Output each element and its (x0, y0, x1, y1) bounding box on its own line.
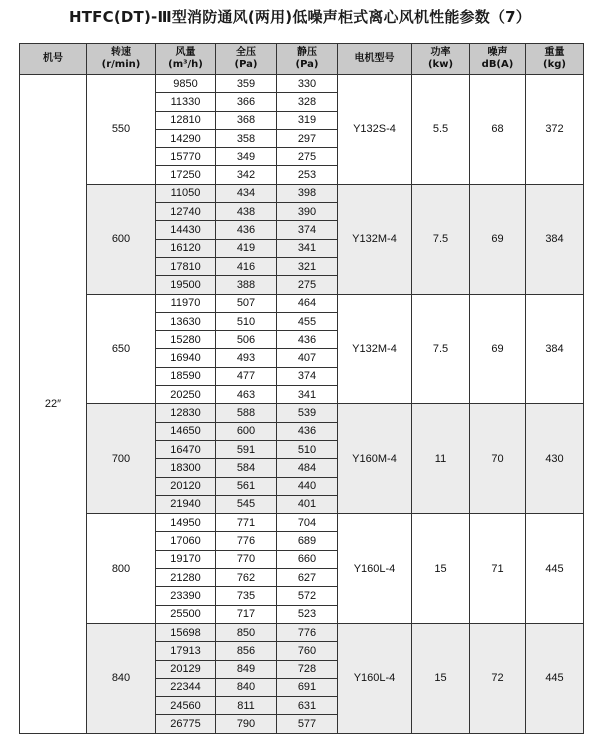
static-pressure-cell: 374 (277, 221, 338, 239)
header-weight-unit: (kg) (543, 59, 566, 70)
total-pressure-cell: 762 (216, 569, 277, 587)
air-volume-cell: 19500 (156, 276, 216, 294)
motor-model-cell: Y160L-4 (338, 623, 412, 733)
air-volume-cell: 14650 (156, 422, 216, 440)
total-pressure-cell: 438 (216, 203, 277, 221)
page-title: HTFC(DT)-Ⅲ型消防通风(两用)低噪声柜式离心风机性能参数（7） (69, 8, 531, 26)
header-model-no-label: 机号 (43, 53, 63, 64)
static-pressure-cell: 776 (277, 623, 338, 641)
total-pressure-cell: 493 (216, 349, 277, 367)
total-pressure-cell: 388 (216, 276, 277, 294)
total-pressure-cell: 600 (216, 422, 277, 440)
static-pressure-cell: 253 (277, 166, 338, 184)
total-pressure-cell: 359 (216, 75, 277, 93)
speed-cell: 650 (87, 294, 156, 404)
total-pressure-cell: 477 (216, 367, 277, 385)
static-pressure-cell: 440 (277, 477, 338, 495)
air-volume-cell: 9850 (156, 75, 216, 93)
total-pressure-cell: 790 (216, 715, 277, 733)
air-volume-cell: 11050 (156, 184, 216, 202)
static-pressure-cell: 321 (277, 257, 338, 275)
air-volume-cell: 23390 (156, 587, 216, 605)
table-row (20, 514, 584, 532)
total-pressure-cell: 717 (216, 605, 277, 623)
total-pressure-cell: 506 (216, 331, 277, 349)
speed-cell: 840 (87, 623, 156, 733)
total-pressure-cell: 856 (216, 642, 277, 660)
static-pressure-cell: 572 (277, 587, 338, 605)
air-volume-cell: 16120 (156, 239, 216, 257)
air-volume-cell: 12810 (156, 111, 216, 129)
total-pressure-cell: 463 (216, 386, 277, 404)
speed-cell: 700 (87, 404, 156, 514)
header-static-pressure-label: 静压 (297, 47, 317, 58)
air-volume-cell: 11970 (156, 294, 216, 312)
static-pressure-cell: 407 (277, 349, 338, 367)
static-pressure-cell: 436 (277, 422, 338, 440)
air-volume-cell: 26775 (156, 715, 216, 733)
air-volume-cell: 14430 (156, 221, 216, 239)
power-cell: 5.5 (412, 75, 470, 185)
header-weight-label: 重量 (544, 47, 565, 58)
air-volume-cell: 12830 (156, 404, 216, 422)
total-pressure-cell: 850 (216, 623, 277, 641)
motor-model-cell: Y132M-4 (338, 294, 412, 404)
header-speed-unit: (r/min) (101, 59, 141, 70)
table-row (20, 404, 584, 422)
total-pressure-cell: 776 (216, 532, 277, 550)
static-pressure-cell: 704 (277, 514, 338, 532)
table-body (20, 75, 584, 734)
table-row (20, 75, 584, 93)
air-volume-cell: 20120 (156, 477, 216, 495)
static-pressure-cell: 631 (277, 697, 338, 715)
header-total-pressure (216, 44, 277, 75)
total-pressure-cell: 368 (216, 111, 277, 129)
static-pressure-cell: 523 (277, 605, 338, 623)
static-pressure-cell: 464 (277, 294, 338, 312)
static-pressure-cell: 401 (277, 495, 338, 513)
air-volume-cell: 15280 (156, 331, 216, 349)
header-row (20, 44, 584, 75)
air-volume-cell: 19170 (156, 550, 216, 568)
noise-cell: 72 (470, 623, 526, 733)
static-pressure-cell: 691 (277, 678, 338, 696)
total-pressure-cell: 588 (216, 404, 277, 422)
total-pressure-cell: 419 (216, 239, 277, 257)
header-noise-unit: dB(A) (481, 59, 514, 70)
table-row (20, 184, 584, 202)
total-pressure-cell: 840 (216, 678, 277, 696)
total-pressure-cell: 342 (216, 166, 277, 184)
total-pressure-cell: 811 (216, 697, 277, 715)
air-volume-cell: 21940 (156, 495, 216, 513)
air-volume-cell: 17810 (156, 257, 216, 275)
model-no-cell: 22″ (20, 75, 87, 734)
air-volume-cell: 20250 (156, 386, 216, 404)
air-volume-cell: 14950 (156, 514, 216, 532)
static-pressure-cell: 328 (277, 93, 338, 111)
air-volume-cell: 17913 (156, 642, 216, 660)
total-pressure-cell: 366 (216, 93, 277, 111)
header-speed-label: 转速 (111, 47, 131, 58)
header-noise (470, 44, 526, 75)
total-pressure-cell: 770 (216, 550, 277, 568)
header-air-volume-label: 风量 (175, 47, 196, 58)
noise-cell: 70 (470, 404, 526, 514)
air-volume-cell: 21280 (156, 569, 216, 587)
header-noise-label: 噪声 (487, 47, 508, 58)
header-weight (526, 44, 584, 75)
total-pressure-cell: 545 (216, 495, 277, 513)
header-total-pressure-unit: (Pa) (234, 59, 258, 70)
air-volume-cell: 16940 (156, 349, 216, 367)
static-pressure-cell: 341 (277, 239, 338, 257)
air-volume-cell: 20129 (156, 660, 216, 678)
total-pressure-cell: 416 (216, 257, 277, 275)
static-pressure-cell: 275 (277, 148, 338, 166)
weight-cell: 372 (526, 75, 584, 185)
motor-model-cell: Y132M-4 (338, 184, 412, 294)
power-cell: 11 (412, 404, 470, 514)
air-volume-cell: 22344 (156, 678, 216, 696)
air-volume-cell: 18300 (156, 459, 216, 477)
static-pressure-cell: 484 (277, 459, 338, 477)
power-cell: 7.5 (412, 184, 470, 294)
static-pressure-cell: 341 (277, 386, 338, 404)
static-pressure-cell: 436 (277, 331, 338, 349)
header-power-label: 功率 (430, 47, 451, 58)
air-volume-cell: 16470 (156, 440, 216, 458)
total-pressure-cell: 849 (216, 660, 277, 678)
power-cell: 7.5 (412, 294, 470, 404)
table-row (20, 623, 584, 641)
static-pressure-cell: 728 (277, 660, 338, 678)
noise-cell: 69 (470, 294, 526, 404)
air-volume-cell: 18590 (156, 367, 216, 385)
static-pressure-cell: 660 (277, 550, 338, 568)
header-static-pressure-unit: (Pa) (295, 59, 319, 70)
air-volume-cell: 15698 (156, 623, 216, 641)
total-pressure-cell: 349 (216, 148, 277, 166)
header-air-volume-unit: (m³/h) (168, 59, 203, 70)
weight-cell: 384 (526, 184, 584, 294)
air-volume-cell: 11330 (156, 93, 216, 111)
air-volume-cell: 12740 (156, 203, 216, 221)
air-volume-cell: 17060 (156, 532, 216, 550)
performance-table (19, 43, 584, 734)
header-speed (87, 44, 156, 75)
weight-cell: 384 (526, 294, 584, 404)
header-air-volume (156, 44, 216, 75)
total-pressure-cell: 358 (216, 129, 277, 147)
static-pressure-cell: 760 (277, 642, 338, 660)
weight-cell: 430 (526, 404, 584, 514)
total-pressure-cell: 735 (216, 587, 277, 605)
static-pressure-cell: 319 (277, 111, 338, 129)
air-volume-cell: 15770 (156, 148, 216, 166)
static-pressure-cell: 627 (277, 569, 338, 587)
total-pressure-cell: 584 (216, 459, 277, 477)
air-volume-cell: 14290 (156, 129, 216, 147)
static-pressure-cell: 330 (277, 75, 338, 93)
static-pressure-cell: 689 (277, 532, 338, 550)
power-cell: 15 (412, 623, 470, 733)
air-volume-cell: 25500 (156, 605, 216, 623)
header-total-pressure-label: 全压 (236, 47, 256, 58)
total-pressure-cell: 434 (216, 184, 277, 202)
header-power (412, 44, 470, 75)
speed-cell: 600 (87, 184, 156, 294)
header-power-unit: (kw) (427, 59, 454, 70)
total-pressure-cell: 561 (216, 477, 277, 495)
total-pressure-cell: 436 (216, 221, 277, 239)
air-volume-cell: 24560 (156, 697, 216, 715)
air-volume-cell: 13630 (156, 312, 216, 330)
noise-cell: 68 (470, 75, 526, 185)
header-motor-model (338, 44, 412, 75)
static-pressure-cell: 297 (277, 129, 338, 147)
motor-model-cell: Y132S-4 (338, 75, 412, 185)
total-pressure-cell: 771 (216, 514, 277, 532)
header-motor-model-label: 电机型号 (354, 53, 395, 64)
air-volume-cell: 17250 (156, 166, 216, 184)
static-pressure-cell: 510 (277, 440, 338, 458)
static-pressure-cell: 539 (277, 404, 338, 422)
noise-cell: 69 (470, 184, 526, 294)
static-pressure-cell: 390 (277, 203, 338, 221)
noise-cell: 71 (470, 514, 526, 624)
static-pressure-cell: 275 (277, 276, 338, 294)
table-row (20, 294, 584, 312)
static-pressure-cell: 455 (277, 312, 338, 330)
weight-cell: 445 (526, 514, 584, 624)
total-pressure-cell: 507 (216, 294, 277, 312)
total-pressure-cell: 591 (216, 440, 277, 458)
weight-cell: 445 (526, 623, 584, 733)
power-cell: 15 (412, 514, 470, 624)
static-pressure-cell: 398 (277, 184, 338, 202)
static-pressure-cell: 577 (277, 715, 338, 733)
header-model-no (20, 44, 87, 75)
motor-model-cell: Y160M-4 (338, 404, 412, 514)
speed-cell: 550 (87, 75, 156, 185)
header-static-pressure (277, 44, 338, 75)
total-pressure-cell: 510 (216, 312, 277, 330)
motor-model-cell: Y160L-4 (338, 514, 412, 624)
speed-cell: 800 (87, 514, 156, 624)
static-pressure-cell: 374 (277, 367, 338, 385)
